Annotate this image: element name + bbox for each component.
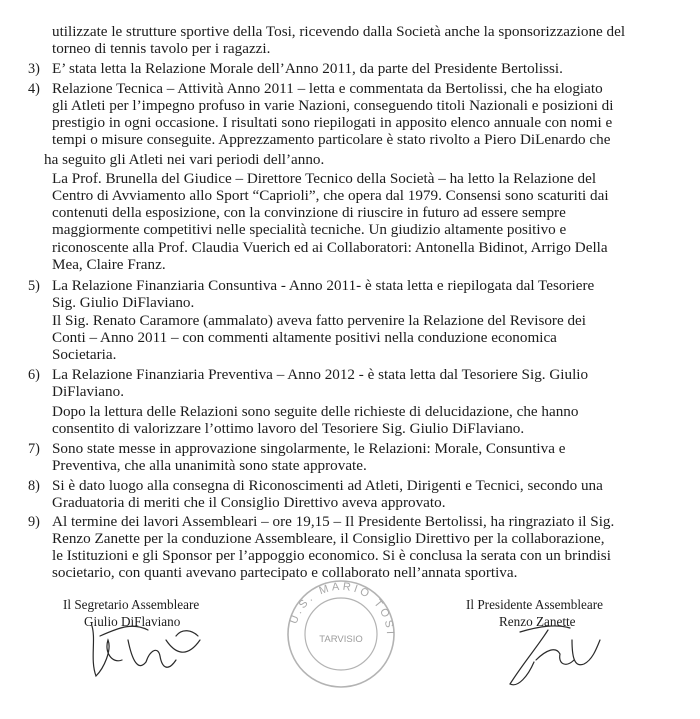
text-line: Mea, Claire Franz. [52,257,166,273]
text-line: societario, con quanti avevano partecipato e collaborato nell’annata sportiva. [52,565,518,581]
text-line: Sono state messe in approvazione singolarmente, le Relazioni: Morale, Consuntiva e [52,441,566,457]
secretary-title: Il Segretario Assembleare [63,597,200,612]
text-line: torneo di tennis tavolo per i ragazzi. [52,41,271,57]
text-line: Si è dato luogo alla consegna di Riconoscimenti ad Atleti, Dirigenti e Tecnici, secondo una [52,478,603,494]
text-line: Il Sig. Renato Caramore (ammalato) aveva fatto pervenire la Relazione del Revisore dei [52,313,586,329]
text-line: gli Atleti per l’impegno profuso in varie Nazioni, conseguendo titoli Nazionali e posizioni di [52,98,614,114]
text-line: Renzo Zanette per la conduzione Assembleare, il Consiglio Direttivo per la collaborazione, [52,531,605,547]
text-line: consentito di valorizzare l’ottimo lavoro del Tesoriere Sig. Giulio DiFlaviano. [52,421,525,437]
text-line: maggiormente competitivi nelle specialità tecniche. Un giudizio altamente positivo e [52,222,567,238]
text-line: DiFlaviano. [52,384,124,400]
official-stamp [288,581,396,687]
text-line: Graduatoria di meriti che il Consiglio Direttivo aveva approvato. [52,495,446,511]
text-line: riconoscente alla Prof. Claudia Vuerich ed ai Collaboratori: Antonella Bidinot, Arrigo Della [52,240,608,256]
text-line: contenuti della esposizione, con la convinzione di riuscire in futuro ad essere sempre [52,205,566,221]
text-line: La Relazione Finanziaria Preventiva – Anno 2012 - è stata letta dal Tesoriere Sig. Giulio [52,367,589,383]
text-line: tempi o misure conseguite. Apprezzamento particolare è stato rivolto a Piero DiLenardo che [52,132,611,148]
item-number: 3) [28,61,40,77]
text-line: Al termine dei lavori Assembleari – ore 19,15 – Il Presidente Bertolissi, ha ringraziato il Sig. [52,514,615,530]
text-line: Centro di Avviamento allo Sport “Caprioli”, che opera dal 1979. Consensi sono scaturiti dai [52,188,609,204]
text-line: Societaria. [52,347,117,363]
item-number: 4) [28,81,40,97]
item-number: 6) [28,367,40,383]
text-line: Sig. Giulio DiFlaviano. [52,295,195,311]
secretary-name: Giulio DiFlaviano [84,614,181,629]
text-line: prestigio in ogni occasione. I risultati sono riepilogati in apposito elenco annuale con nomi e [52,115,613,131]
item-number: 7) [28,441,40,457]
text-line: Preventiva, che alla unanimità sono state approvate. [52,458,367,474]
stamp-ring-text: U.S. MARIO TOSI [287,580,397,638]
text-line: Dopo la lettura delle Relazioni sono seguite delle richieste di delucidazione, che hanno [52,404,579,420]
secretary-signature [92,626,200,676]
text-line: ha seguito gli Atleti nei vari periodi dell’anno. [44,152,325,168]
item-number: 5) [28,278,40,294]
stamp-center-text: TARVISIO [319,634,363,645]
text-line: Relazione Tecnica – Attività Anno 2011 – letta e commentata da Bertolissi, che ha elogiato [52,81,603,97]
item-number: 9) [28,514,40,530]
text-line: utilizzate le strutture sportive della Tosi, ricevendo dalla Società anche la sponsorizzazione del [52,24,626,40]
text-line: le Istituzioni e gli Sponsor per l’appoggio economico. Si è conclusa la serata con un brindisi [52,548,611,564]
text-line: E’ stata letta la Relazione Morale dell’Anno 2011, da parte del Presidente Bertolissi. [52,61,563,77]
text-line: La Prof. Brunella del Giudice – Direttore Tecnico della Società – ha letto la Relazione del [52,171,597,187]
president-title: Il Presidente Assembleare [466,597,603,612]
text-line: La Relazione Finanziaria Consuntiva - Anno 2011- è stata letta e riepilogata dal Tesoriere [52,278,595,294]
president-name: Renzo Zanette [499,614,576,629]
president-signature [510,626,600,685]
text-line: Conti – Anno 2011 – con commenti altamente positivi nella conduzione economica [52,330,557,346]
item-number: 8) [28,478,40,494]
